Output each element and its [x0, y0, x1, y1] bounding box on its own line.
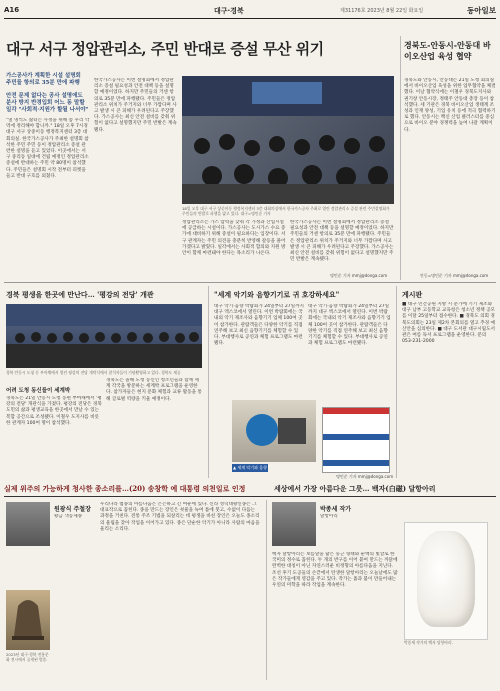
instrument-image [232, 400, 316, 462]
left-box-title: 어려 도청 동신들이 세계박 [6, 388, 71, 394]
bottom-left-text: 우리나라 범종의 아름다움은 은은하고 긴 여운에 있다. 신라 성덕대왕신종은 그 대표작으로 꼽힌다. 종을 만드는 장인은 쇳물을 녹여 틀에 붓고, 수없이 다듬는 과정을 거친다. 전통 주조 기법을 되살리는 데 평생을 바친 장인은 오늘도 종소리의 울림을 찾아 작업을 이어가고 있다. 종은 단순한 악기가 아니라 사람의 마음을 울리는 소리다. [100, 502, 260, 532]
main-byline: 명민준 기자 mmj@donga.com [330, 273, 388, 278]
instrument-photo [232, 400, 316, 462]
column-divider [208, 286, 209, 478]
article-column-4: 한국가스공사는 이번 설명회에서 정압관리소 증설 필요성과 안전 대책 등을 설명할 예정이었다. 하지만 주민들의 거센 항의로 35분 만에 파행됐다. 주민들은 정압관리소 위치가 주거지와 너무 가깝다며 사고 발생 시 큰 피해가 우려된다고 주장했다. 가스공사는 최신 안전 설비를 갖춰 위험이 없다고 설명했지만 주민 반발은 계속됐다. [290, 220, 394, 263]
moon-jar-caption: 박종세 작가의 백자 달항아리. [404, 640, 453, 645]
article-column-3: 정압관리소는 가스 압력을 낮춰 각 가정과 산업시설에 공급하는 시설이다. 가스공사는 도시가스 수요 증가에 대비하기 위해 증설이 필요하다는 입장이다. 서구 관계자는 주민 의견을 충분히 반영해 갈등을 풀어가겠다고 밝혔다. 일각에서는 사회적 합의와 지원 방안이 함께 마련돼야 한다는 목소리가 나온다. [182, 220, 286, 257]
subheadline-2: 안전 문제 없다는 공사 설명에도 분사 방지 반경입회 어느 동 말할 일각 "사회적·지원가 할될 나서야" [6, 93, 89, 113]
bottom-right-text: 백자 달항아리는 보름달을 닮은 둥근 형태와 순백의 빛깔로 한국미의 정수로 꼽힌다. 두 개의 반구를 이어 붙여 만드는 까닭에 완벽한 대칭이 아닌 자연스러운 비정형의 아름다움을 지닌다. 조선 후기 도공들의 손끝에서 탄생한 달항아리는 오늘날에도 많은 작가들에게 영감을 주고 있다. 작가는 흙과 불이 만들어내는 우연의 미학을 따라 작업을 계속한다. [272, 552, 398, 589]
side-article-text: 경북도와 안동시, 안동대는 21일 도청 회의실에서 바이오산업 육성을 위한 업무협약을 체결했다. 이날 협약식에는 이철우 경북도지사와 권기창 안동시장, 정태주 안동대 총장 등이 참석했다. 세 기관은 경북 바이오산업 생태계 조성과 인재 양성, 기업 유치 등에 적극 협력하기로 했다. 안동시는 백신 산업 클러스터를 중심으로 바이오 분야 경쟁력을 높여 나갈 계획이다. [404, 78, 496, 133]
article-column-2: 한국가스공사는 이번 설명회에서 정압관리소 증설 필요성과 안전 대책 등을 설명할 예정이었다. 하지만 주민들의 거센 항의로 35분 만에 파행됐다. 주민들은 정압관리소 위치가 주거지와 너무 가깝다며 사고 발생 시 큰 피해가 우려된다고 주장했다. 가스공사는 최신 안전 설비를 갖춰 위험이 없다고 설명했지만 주민 반발은 계속됐다. [94, 78, 177, 133]
author-title: 달항아리 [320, 514, 338, 519]
column-divider [400, 36, 401, 280]
instrument-label: ▲ 세계 악기와 음향 [233, 465, 267, 470]
left-mid-text: 경북도는 21일 안동시 도청 동편 부마채에서 '평강의 전당' 개관식을 가졌다. 평강의 전당은 경북 도민의 삶과 평생교육을 한곳에서 만날 수 있는 복합 공간으로 조성됐다. 이철우 도지사를 비롯한 관계자 100여 명이 참석했다. [6, 396, 102, 426]
info-box-bar [323, 460, 389, 466]
left-mid-headline: 경북 평생을 한곳에 만난다… '평강의 전당' 개관 [6, 290, 154, 299]
bottom-banner [4, 484, 494, 494]
column-divider [396, 286, 397, 478]
info-box [322, 407, 390, 473]
newspaper-name: 동아일보 [467, 6, 496, 15]
side-headline: 경북도-안동시-안동대 바이오산업 육성 협약 [404, 40, 491, 61]
page-number: A16 [4, 6, 20, 14]
notice-text: ■ 대구 민간공원 지방 시 문가에 기기 제조와 대구 남부 고등학교 교육청은 청소년 정책 공모를 이달 25일부터 접수한다. ■ 경북도 의회 경북도의회는 23일 제2차 본회의를 열고 추경 예산안을 심의한다. ■ 대구 도서관 대구시립도서관은 여름 독서 프로그램을 운영한다. 문의 053-231-2000 [402, 302, 496, 345]
issue-info: 제31176호 2023년 8월 22일 화요일 [340, 8, 424, 14]
crowd-image [182, 76, 394, 204]
side-byline: 안동=명민준 기자 mmj@donga.com [420, 273, 489, 278]
moon-jar-photo [404, 522, 488, 640]
main-headline: 대구 서구 정압관리소, 주민 반대로 증설 무산 위기 [6, 40, 324, 58]
section-divider [4, 496, 496, 497]
notice-title: 게시판 [402, 290, 423, 299]
left-box-text: 경북도는 올해 도청 동신인 청소년들과 함께 세계 각국을 방문하는 세계박 프로그램을 운영한다. 참가자들은 현지 문화 체험과 교류 활동을 통해 글로벌 역량을 키울 예정이다. [106, 378, 202, 402]
author-name: 원광식 주철장 [54, 506, 91, 513]
info-box-bar [323, 408, 389, 414]
right-mid-text-1: 대구 악기·음향 박람회가 24일부터 27일까지 대구 엑스코에서 열린다. 이번 박람회에는 국내외 악기 제조사와 음향기기 업체 100여 곳이 참가한다. 관람객들은 다양한 악기를 직접 연주해 보고 최신 음향기기를 체험할 수 있다. 부대행사로 공연과 체험 프로그램도 마련됐다. [214, 304, 304, 347]
right-mid-headline: "세계 악기와 음향기기로 귀 호강하세요" [214, 290, 340, 299]
bottom-right-headline: 세상에서 가장 아름다운 그릇… 백자(白磁) 달항아리 [274, 484, 436, 493]
meeting-photo [182, 76, 394, 204]
right-mid-text-2: 대구 악기·음향 박람회가 24일부터 27일까지 대구 엑스코에서 열린다. 이번 박람회에는 국내외 악기 제조사와 음향기기 업체 100여 곳이 참가한다. 관람객들은 다양한 악기를 직접 연주해 보고 최신 음향기기를 체험할 수 있다. 부대행사로 공연과 체험 프로그램도 마련됐다. [308, 304, 391, 347]
section-divider [4, 282, 496, 283]
photo-caption: 18일 오후 대구 서구 상중이동 행정복지센터 3층 대회의실에서 한국가스공사 주최로 열린 정압관리소 증설 관련 주민설명회가 주민들의 반발로 파행을 빚고 있다. 대구=명민준 기자 [182, 206, 390, 216]
page-header [4, 4, 496, 19]
author-photo [6, 502, 50, 546]
mid-byline: 명민준 기자 mmj@donga.com [336, 474, 394, 479]
info-box-bar [323, 434, 389, 440]
bottom-left-headline: 실제 위주의 가능하게 청사한 종소리를…(20) 송창학 예 대통령 의천일로 인정 [4, 484, 246, 493]
bell-caption: 2023년 대구·경북 전통문화 전시에서 공개된 범종. [6, 652, 49, 662]
group-photo-caption: 경북 안동시 도청 동 부마채에서 열린 평강의 전당 개막식에서 참석자들이 기념촬영하고 있다. 경북도 제공 [6, 370, 181, 375]
column-divider [266, 500, 267, 680]
group-photo [6, 304, 202, 368]
bell-image [6, 590, 50, 650]
moon-jar-icon [417, 531, 475, 627]
section-name: 대구·경북 [214, 7, 244, 15]
article-column-1: "열 명씩도 삶터는 사정을 위해 좀 우리 악역에 정리해야 합니까." 18일 오후 7시경 대구 서구 상중이동 행정복지센터 3층 대회의실. 한국가스공사가 주최한 설명회 참석한 주민 주민 등이 정압관리소 증설 관련한 설명을 듣고 있었다. 이곳에서는 서구 중리동 일대에 건립 예정인 정압관리소 증설에 반대하는 주민 약 80명이 참석했다. 주민들은 설명회 시작 전부터 피켓을 들고 반대 구호를 외쳤다. [6, 118, 90, 179]
subheadline-1: 가스공사가 계획한 시설 설명회 주민들 항의로 35분 만에 파행 [6, 73, 81, 86]
author-name: 박종세 작가 [320, 506, 352, 513]
bell-photo [6, 590, 50, 650]
group-photo-image [6, 304, 202, 368]
author-title: 황금 색동제종 [54, 514, 83, 519]
author-photo [272, 502, 316, 546]
